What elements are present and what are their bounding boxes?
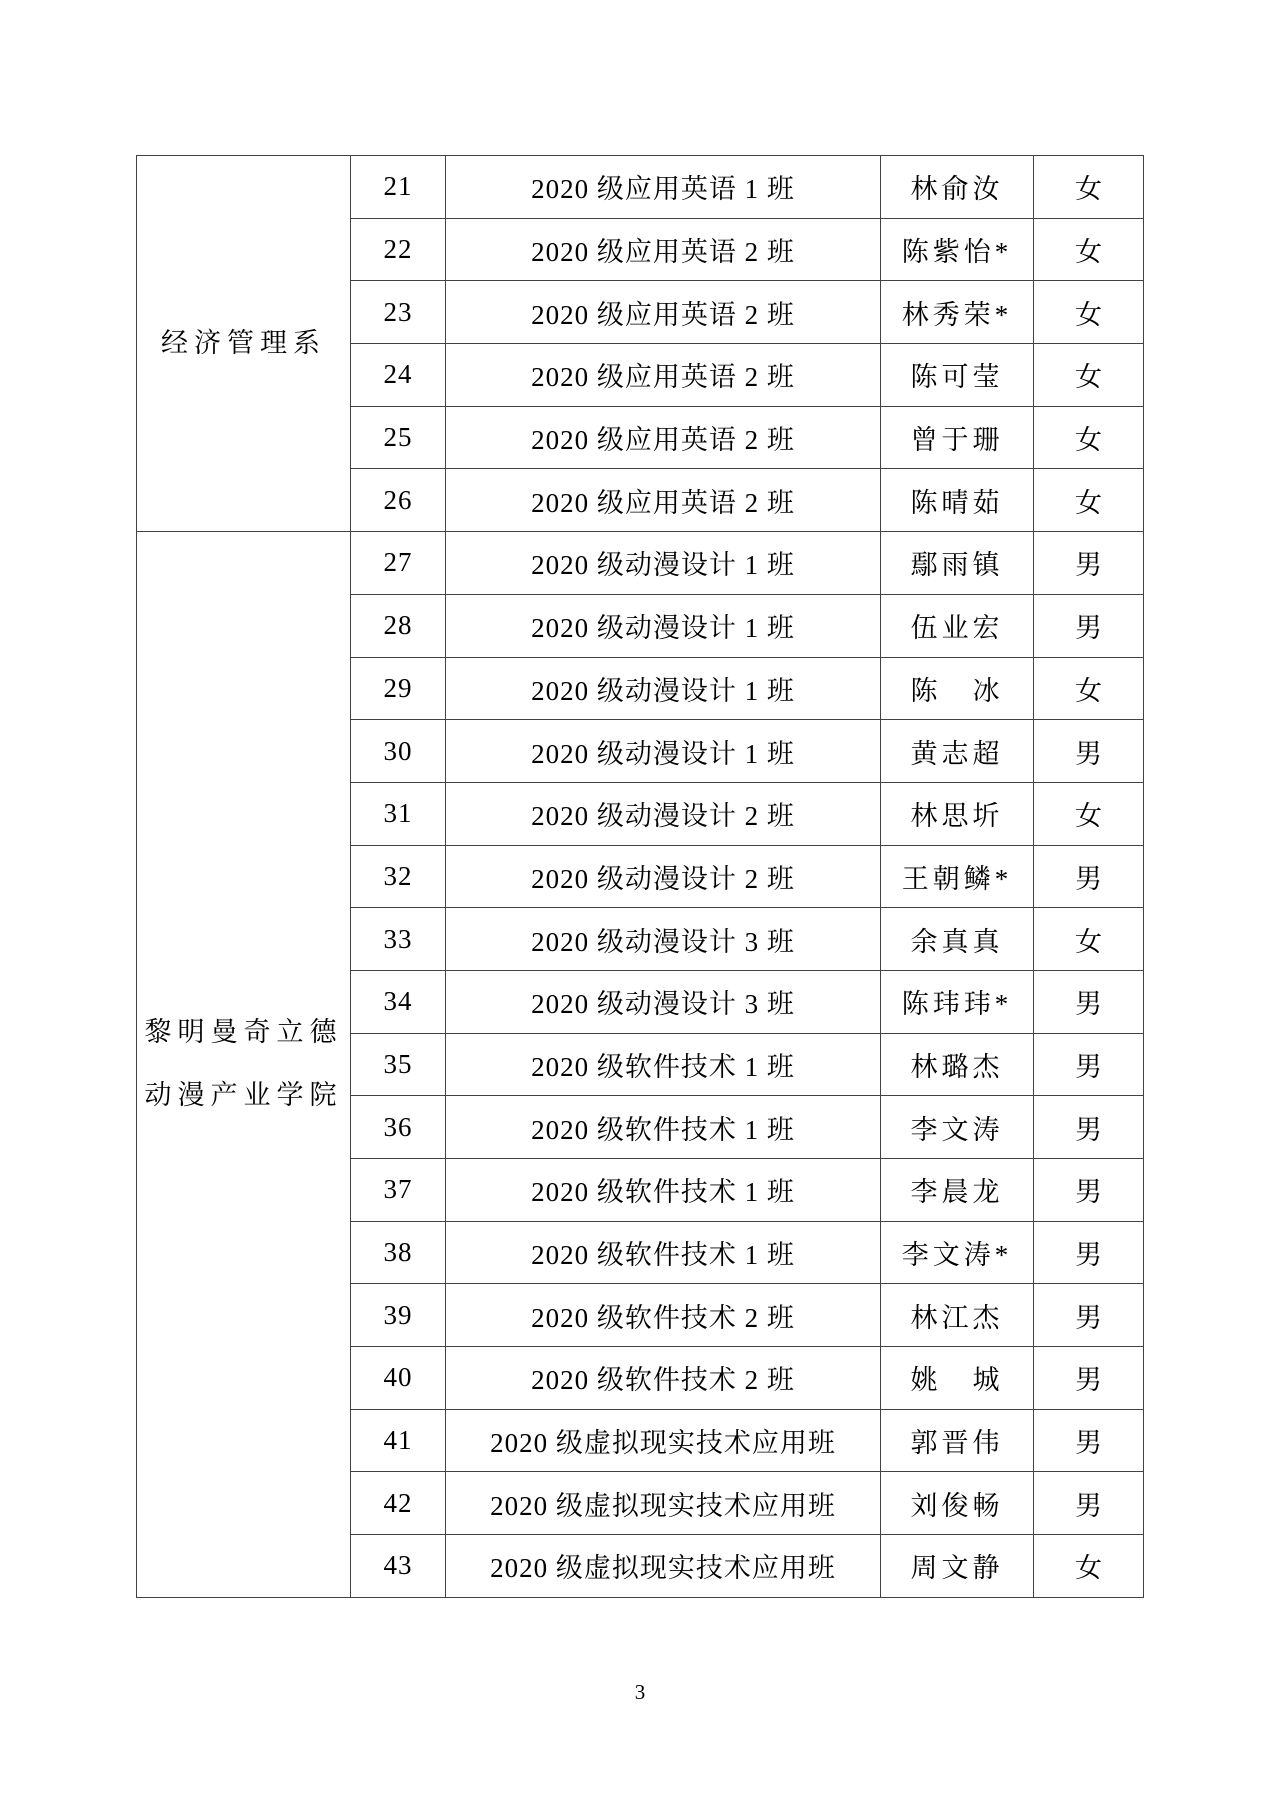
row-number-cell: 41 (351, 1409, 446, 1472)
student-name-cell: 林江杰 (881, 1284, 1034, 1347)
student-name-cell: 陈紫怡* (881, 218, 1034, 281)
class-name-cell: 2020 级动漫设计 2 班 (446, 845, 881, 908)
gender-cell: 男 (1034, 1284, 1144, 1347)
student-name-cell: 林秀荣* (881, 281, 1034, 344)
department-name-line: 经济管理系 (161, 327, 326, 358)
row-number-cell: 29 (351, 657, 446, 720)
row-number-cell: 22 (351, 218, 446, 281)
class-name-cell: 2020 级虚拟现实技术应用班 (446, 1409, 881, 1472)
gender-cell: 男 (1034, 1159, 1144, 1222)
student-name-cell: 王朝鳞* (881, 845, 1034, 908)
student-name-cell: 林思圻 (881, 782, 1034, 845)
class-name-cell: 2020 级应用英语 2 班 (446, 281, 881, 344)
row-number-cell: 21 (351, 156, 446, 219)
class-name-cell: 2020 级软件技术 1 班 (446, 1096, 881, 1159)
student-name-cell: 陈玮玮* (881, 970, 1034, 1033)
row-number-cell: 28 (351, 594, 446, 657)
student-name-cell: 伍业宏 (881, 594, 1034, 657)
class-name-cell: 2020 级动漫设计 1 班 (446, 594, 881, 657)
row-number-cell: 38 (351, 1221, 446, 1284)
class-name-cell: 2020 级软件技术 1 班 (446, 1159, 881, 1222)
gender-cell: 女 (1034, 657, 1144, 720)
page-number: 3 (634, 1680, 646, 1704)
student-name-cell: 林俞汝 (881, 156, 1034, 219)
class-name-cell: 2020 级应用英语 2 班 (446, 218, 881, 281)
student-name-cell: 余真真 (881, 908, 1034, 971)
row-number-cell: 34 (351, 970, 446, 1033)
gender-cell: 女 (1034, 344, 1144, 407)
class-name-cell: 2020 级应用英语 2 班 (446, 469, 881, 532)
student-name-cell: 姚 城 (881, 1347, 1034, 1410)
class-name-cell: 2020 级虚拟现实技术应用班 (446, 1535, 881, 1598)
class-name-cell: 2020 级软件技术 1 班 (446, 1033, 881, 1096)
gender-cell: 女 (1034, 469, 1144, 532)
class-name-cell: 2020 级动漫设计 1 班 (446, 720, 881, 783)
student-name-cell: 周文静 (881, 1535, 1034, 1598)
gender-cell: 男 (1034, 970, 1144, 1033)
class-name-cell: 2020 级应用英语 2 班 (446, 344, 881, 407)
class-name-cell: 2020 级应用英语 2 班 (446, 406, 881, 469)
student-name-cell: 郭晋伟 (881, 1409, 1034, 1472)
table-row (137, 156, 1144, 219)
class-name-cell: 2020 级软件技术 2 班 (446, 1347, 881, 1410)
row-number-cell: 32 (351, 845, 446, 908)
department-name-line: 动漫产业学院 (144, 1080, 343, 1111)
gender-cell: 男 (1034, 1472, 1144, 1535)
gender-cell: 女 (1034, 156, 1144, 219)
row-number-cell: 42 (351, 1472, 446, 1535)
row-number-cell: 27 (351, 532, 446, 595)
row-number-cell: 24 (351, 344, 446, 407)
gender-cell: 女 (1034, 782, 1144, 845)
row-number-cell: 30 (351, 720, 446, 783)
gender-cell: 男 (1034, 1347, 1144, 1410)
department-cell (137, 156, 351, 532)
row-number-cell: 36 (351, 1096, 446, 1159)
class-name-cell: 2020 级软件技术 2 班 (446, 1284, 881, 1347)
student-name-cell: 刘俊畅 (881, 1472, 1034, 1535)
gender-cell: 男 (1034, 1409, 1144, 1472)
department-cell (137, 532, 351, 1598)
class-name-cell: 2020 级动漫设计 3 班 (446, 970, 881, 1033)
student-name-cell: 曾于珊 (881, 406, 1034, 469)
class-name-cell: 2020 级动漫设计 2 班 (446, 782, 881, 845)
class-name-cell: 2020 级动漫设计 1 班 (446, 532, 881, 595)
student-roster-table (136, 155, 1144, 1598)
gender-cell: 女 (1034, 908, 1144, 971)
student-name-cell: 黄志超 (881, 720, 1034, 783)
gender-cell: 男 (1034, 1096, 1144, 1159)
row-number-cell: 40 (351, 1347, 446, 1410)
gender-cell: 女 (1034, 218, 1144, 281)
row-number-cell: 43 (351, 1535, 446, 1598)
student-name-cell: 陈晴茹 (881, 469, 1034, 532)
row-number-cell: 33 (351, 908, 446, 971)
department-name-line: 黎明曼奇立德 (144, 1017, 343, 1048)
student-name-cell: 鄢雨镇 (881, 532, 1034, 595)
class-name-cell: 2020 级动漫设计 3 班 (446, 908, 881, 971)
table-row (137, 532, 1144, 595)
class-name-cell: 2020 级虚拟现实技术应用班 (446, 1472, 881, 1535)
row-number-cell: 31 (351, 782, 446, 845)
gender-cell: 男 (1034, 720, 1144, 783)
gender-cell: 男 (1034, 594, 1144, 657)
student-name-cell: 李文涛 (881, 1096, 1034, 1159)
student-name-cell: 李文涛* (881, 1221, 1034, 1284)
student-name-cell: 李晨龙 (881, 1159, 1034, 1222)
student-name-cell: 陈可莹 (881, 344, 1034, 407)
gender-cell: 女 (1034, 1535, 1144, 1598)
row-number-cell: 39 (351, 1284, 446, 1347)
gender-cell: 男 (1034, 1033, 1144, 1096)
class-name-cell: 2020 级应用英语 1 班 (446, 156, 881, 219)
row-number-cell: 25 (351, 406, 446, 469)
class-name-cell: 2020 级动漫设计 1 班 (446, 657, 881, 720)
student-name-cell: 陈 冰 (881, 657, 1034, 720)
row-number-cell: 26 (351, 469, 446, 532)
row-number-cell: 23 (351, 281, 446, 344)
row-number-cell: 37 (351, 1159, 446, 1222)
gender-cell: 女 (1034, 406, 1144, 469)
gender-cell: 男 (1034, 1221, 1144, 1284)
row-number-cell: 35 (351, 1033, 446, 1096)
class-name-cell: 2020 级软件技术 1 班 (446, 1221, 881, 1284)
student-name-cell: 林璐杰 (881, 1033, 1034, 1096)
gender-cell: 男 (1034, 845, 1144, 908)
gender-cell: 女 (1034, 281, 1144, 344)
gender-cell: 男 (1034, 532, 1144, 595)
